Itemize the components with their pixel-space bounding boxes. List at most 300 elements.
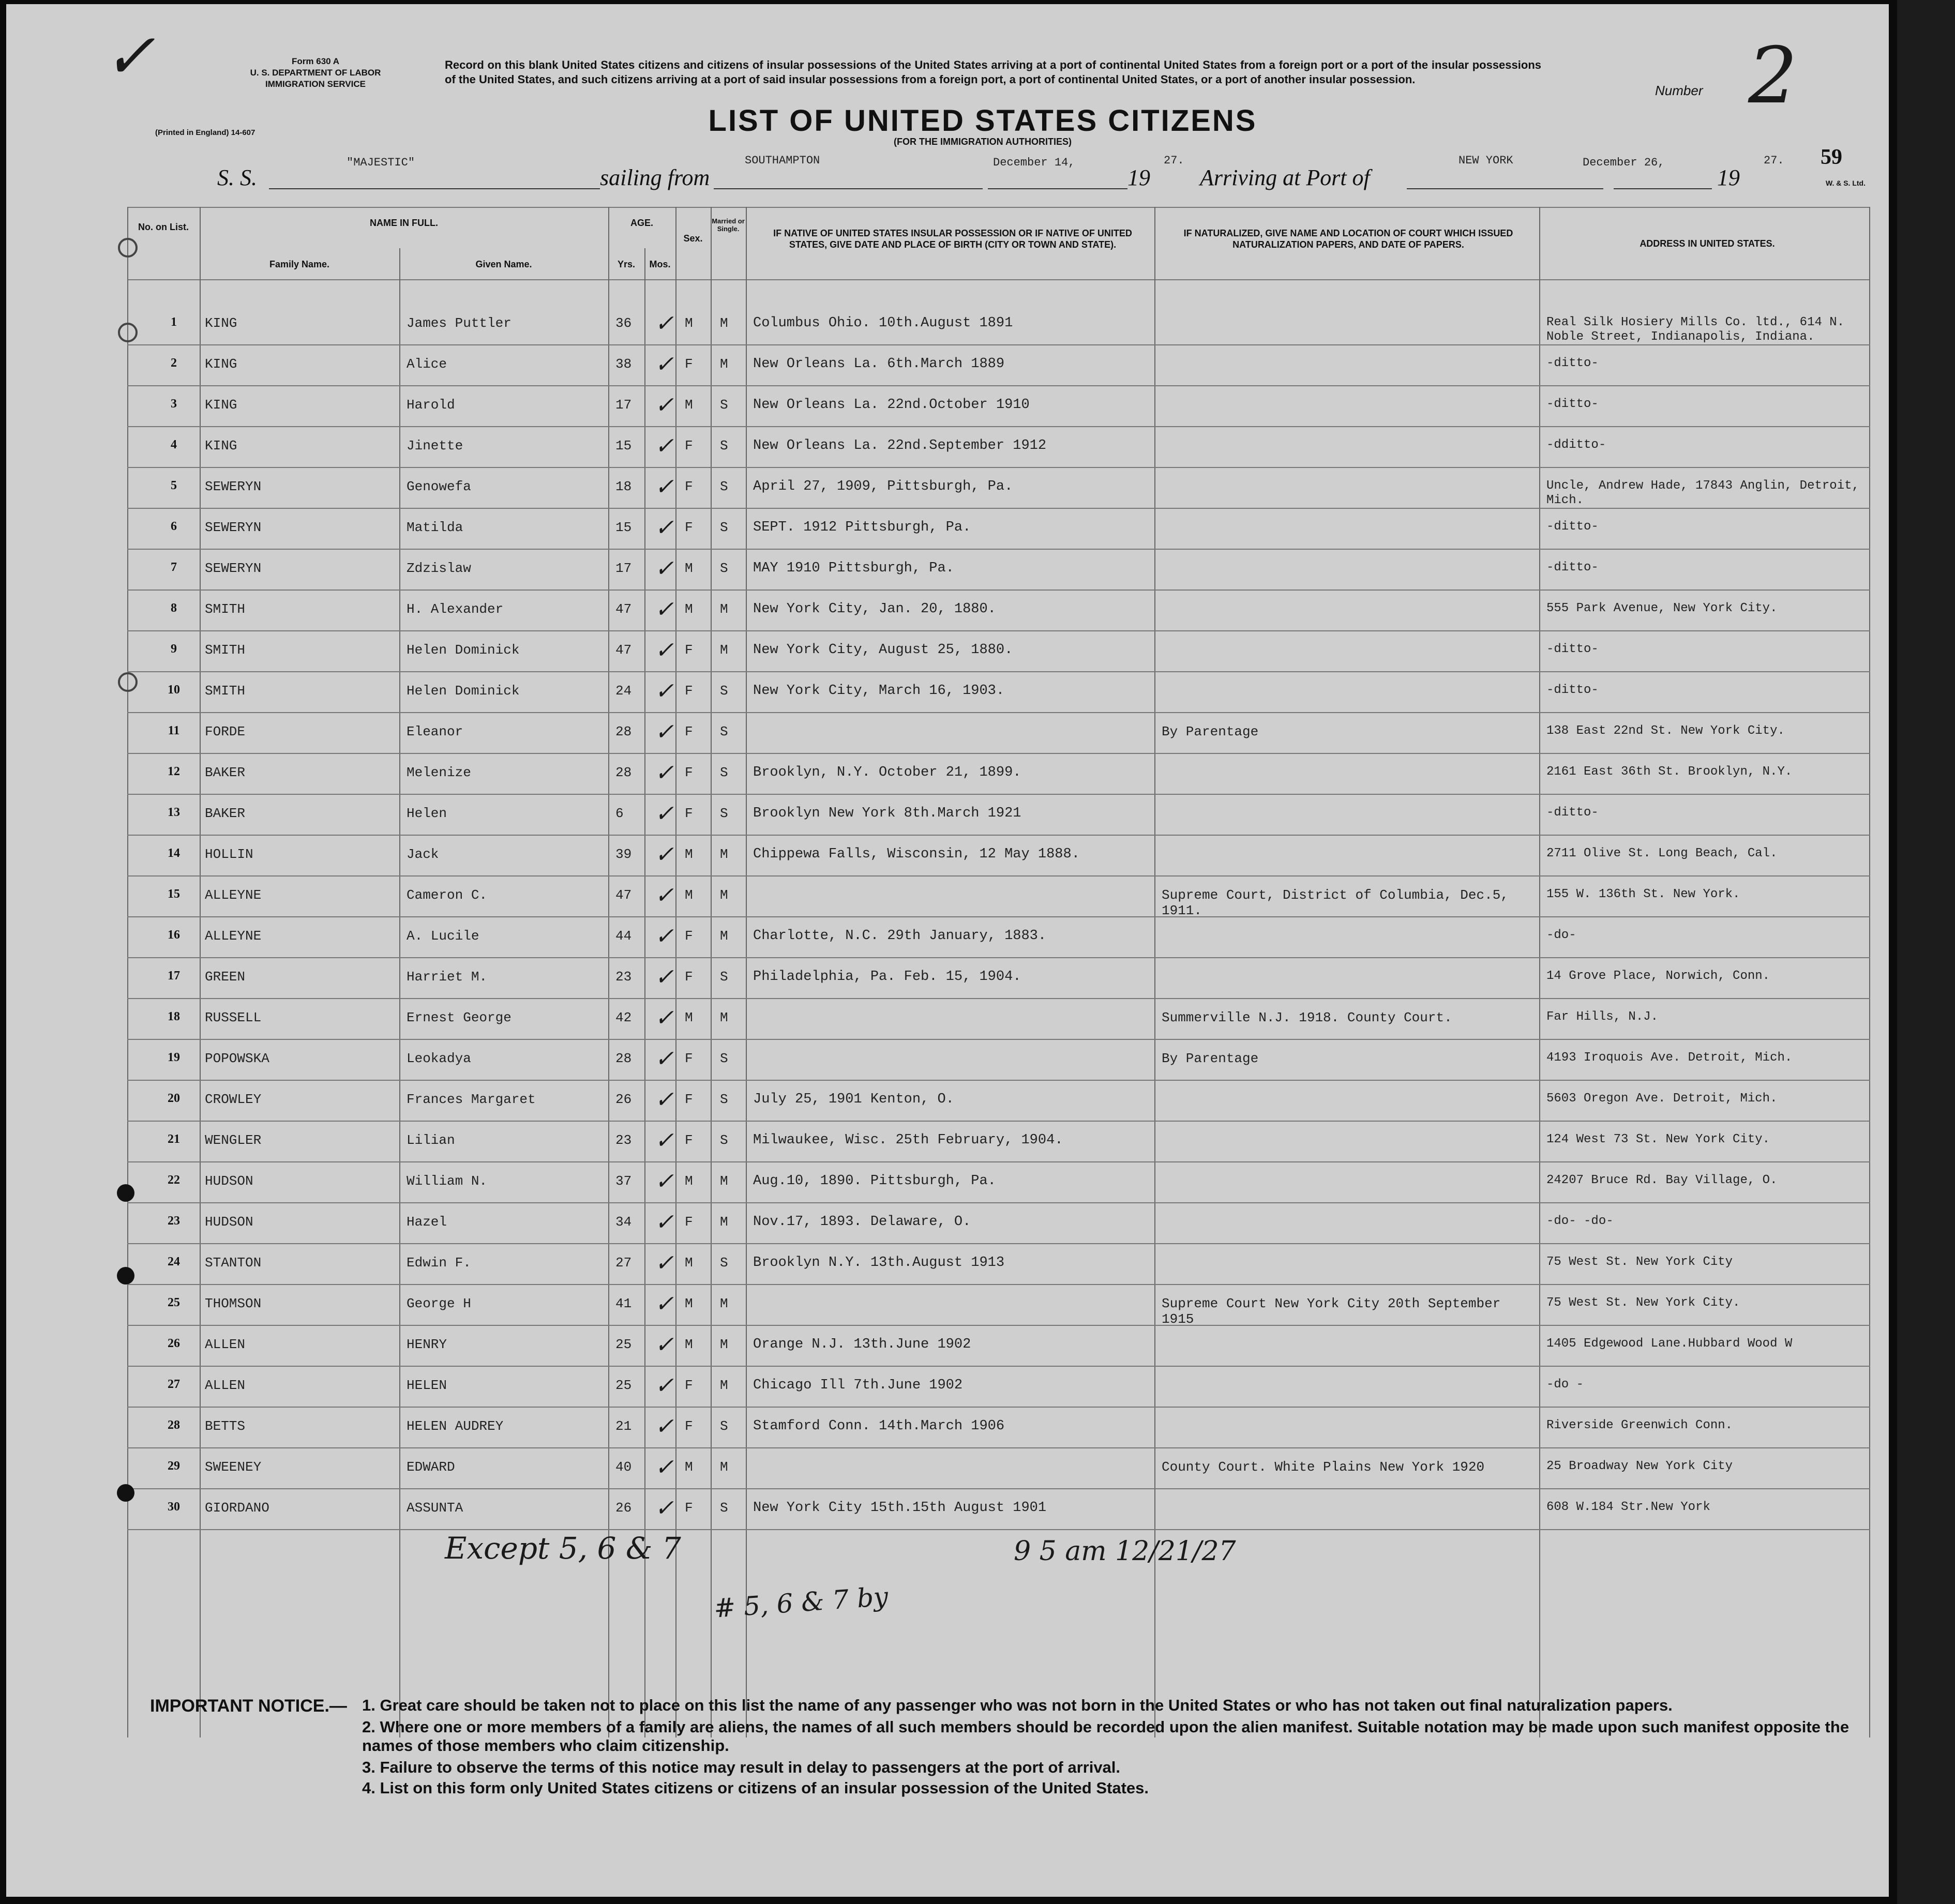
row-addr: 25 Broadway New York City (1546, 1459, 1733, 1473)
row-age: 44 (615, 928, 632, 944)
arrival-year: 27. (1764, 154, 1784, 167)
row-ms: M (720, 315, 728, 331)
row-birth: Orange N.J. 13th.June 1902 (753, 1337, 971, 1352)
row-addr: 555 Park Avenue, New York City. (1546, 601, 1778, 615)
row-birth: New York City, Jan. 20, 1880. (753, 601, 996, 617)
row-family: BAKER (205, 765, 246, 780)
row-sex: M (685, 1459, 693, 1475)
row-rule (127, 998, 1870, 999)
row-addr: 2161 East 36th St. Brooklyn, N.Y. (1546, 765, 1793, 779)
row-no: 21 (168, 1132, 180, 1146)
row-addr: -ditto- (1546, 806, 1599, 820)
row-age: 47 (615, 642, 632, 658)
col-rule (1869, 207, 1870, 1737)
col-rule (1539, 207, 1540, 1737)
row-nat: By Parentage (1162, 724, 1259, 739)
printed-note: (Printed in England) 14-607 (155, 128, 255, 137)
row-ms: M (720, 1378, 728, 1393)
row-sex: F (685, 520, 693, 535)
col-rule (644, 248, 645, 1737)
row-addr: 138 East 22nd St. New York City. (1546, 724, 1785, 738)
row-rule (127, 1161, 1870, 1162)
row-birth: Brooklyn New York 8th.March 1921 (753, 806, 1021, 821)
check-mark-icon: ✓ (655, 1332, 674, 1358)
row-age: 6 (615, 806, 624, 821)
row-sex: F (685, 1500, 693, 1516)
row-age: 21 (615, 1418, 632, 1434)
col-rule (746, 207, 747, 1737)
row-sex: M (685, 561, 693, 576)
col-rule (608, 207, 609, 1737)
row-age: 26 (615, 1500, 632, 1516)
form-header (207, 56, 424, 90)
row-sex: F (685, 765, 693, 780)
row-rule (127, 957, 1870, 958)
row-ms: S (720, 683, 728, 699)
row-no: 13 (168, 806, 180, 819)
row-birth: New York City 15th.15th August 1901 (753, 1500, 1047, 1516)
handwritten-time-note: 9 5 am 12/21/27 (1014, 1536, 1236, 1567)
form-service: IMMIGRATION SERVICE (265, 79, 366, 89)
check-mark-icon: ✓ (655, 1005, 674, 1031)
row-nat: Summerville N.J. 1918. County Court. (1162, 1010, 1452, 1025)
row-rule (127, 549, 1870, 550)
row-birth: Columbus Ohio. 10th.August 1891 (753, 315, 1013, 331)
row-family: GREEN (205, 969, 246, 985)
departure-date: December 14, (993, 156, 1075, 169)
row-family: KING (205, 315, 237, 331)
row-ms: M (720, 601, 728, 617)
notice-item-1: 1. Great care should be taken not to place on this list the name of any passenger who was not born in the United States or who has not taken out final naturalization papers. (362, 1696, 1673, 1714)
row-ms: M (720, 1337, 728, 1352)
row-ms: S (720, 1132, 728, 1148)
row-no: 10 (168, 683, 180, 697)
arrival-date: December 26, (1583, 156, 1665, 169)
row-rule (127, 794, 1870, 795)
row-ms: S (720, 520, 728, 535)
row-no: 18 (168, 1010, 180, 1023)
from-underline (714, 188, 983, 189)
row-no: 16 (168, 928, 180, 942)
row-rule (127, 1529, 1870, 1530)
row-rule (127, 1447, 1870, 1448)
row-addr: Far Hills, N.J. (1546, 1010, 1659, 1024)
row-birth: Brooklyn, N.Y. October 21, 1899. (753, 765, 1021, 780)
row-rule (127, 344, 1870, 345)
row-age: 47 (615, 601, 632, 617)
row-birth: Stamford Conn. 14th.March 1906 (753, 1418, 1005, 1434)
row-no: 30 (168, 1500, 180, 1514)
row-sex: M (685, 847, 693, 862)
row-no: 22 (168, 1173, 180, 1187)
notice-heading: IMPORTANT NOTICE.— (150, 1696, 347, 1716)
row-ms: S (720, 1255, 728, 1271)
header-mos: Mos. (649, 259, 671, 269)
handwritten-second-note: # 5, 6 & 7 by (713, 1581, 890, 1624)
header-yrs: Yrs. (617, 259, 636, 269)
row-birth: Chippewa Falls, Wisconsin, 12 May 1888. (753, 847, 1080, 862)
check-mark-icon: ✓ (655, 392, 674, 418)
row-age: 25 (615, 1337, 632, 1352)
row-birth: SEPT. 1912 Pittsburgh, Pa. (753, 520, 971, 535)
row-rule (127, 467, 1870, 468)
row-given: EDWARD (407, 1459, 455, 1475)
row-sex: F (685, 1132, 693, 1148)
row-sex: M (685, 397, 693, 413)
row-age: 26 (615, 1092, 632, 1107)
from-port: SOUTHAMPTON (745, 154, 820, 167)
row-ms: S (720, 1051, 728, 1066)
arriving-label: Arriving at Port of (1200, 165, 1370, 190)
row-age: 27 (615, 1255, 632, 1271)
row-family: SMITH (205, 683, 246, 699)
row-age: 47 (615, 887, 632, 903)
col-rule (1154, 207, 1155, 1737)
row-birth: New Orleans La. 22nd.October 1910 (753, 397, 1030, 413)
row-given: George H (407, 1296, 471, 1311)
row-sex: F (685, 1092, 693, 1107)
row-birth: July 25, 1901 Kenton, O. (753, 1092, 954, 1107)
row-sex: F (685, 479, 693, 494)
row-rule (127, 1121, 1870, 1122)
row-age: 40 (615, 1459, 632, 1475)
row-family: THOMSON (205, 1296, 262, 1311)
row-no: 9 (171, 642, 177, 656)
check-mark-icon: ✓ (655, 800, 674, 827)
row-sex: F (685, 683, 693, 699)
row-age: 25 (615, 1378, 632, 1393)
row-addr: 4193 Iroquois Ave. Detroit, Mich. (1546, 1051, 1793, 1065)
row-sex: F (685, 1051, 693, 1066)
row-family: SWEENEY (205, 1459, 262, 1475)
row-addr: 75 West St. New York City (1546, 1255, 1733, 1269)
row-given: William N. (407, 1173, 488, 1189)
row-given: HENRY (407, 1337, 447, 1352)
row-ms: S (720, 969, 728, 985)
row-family: FORDE (205, 724, 246, 739)
check-mark-icon: ✓ (655, 637, 674, 663)
row-addr: 124 West 73 St. New York City. (1546, 1132, 1770, 1146)
row-family: HUDSON (205, 1214, 253, 1230)
row-sex: M (685, 1296, 693, 1311)
row-nat: By Parentage (1162, 1051, 1259, 1066)
check-mark-icon: ✓ (655, 678, 674, 704)
row-ms: S (720, 806, 728, 821)
row-family: WENGLER (205, 1132, 262, 1148)
row-family: SMITH (205, 601, 246, 617)
header-birth: IF NATIVE OF UNITED STATES INSULAR POSSESSION OR IF NATIVE OF UNITED STATES, GIVE DATE AND PLACE OF BIRTH (CITY OR TOWN AND STATE). (773, 228, 1132, 250)
row-sex: M (685, 601, 693, 617)
row-age: 37 (615, 1173, 632, 1189)
row-family: KING (205, 356, 237, 372)
header-naturalized: IF NATURALIZED, GIVE NAME AND LOCATION OF COURT WHICH ISSUED NATURALIZATION PAPERS, AND DATE OF PAPERS. (1183, 228, 1513, 250)
row-no: 19 (168, 1051, 180, 1064)
row-age: 28 (615, 1051, 632, 1066)
row-age: 17 (615, 561, 632, 576)
binder-hole-icon (118, 672, 138, 692)
row-addr: -do - (1546, 1378, 1584, 1392)
row-given: Eleanor (407, 724, 463, 739)
row-given: HELEN AUDREY (407, 1418, 504, 1434)
row-no: 27 (168, 1378, 180, 1391)
check-mark-icon: ✓ (655, 1291, 674, 1317)
row-age: 15 (615, 520, 632, 535)
row-ms: S (720, 561, 728, 576)
row-ms: M (720, 1173, 728, 1189)
row-ms: M (720, 847, 728, 862)
row-addr: 1405 Edgewood Lane.Hubbard Wood W (1546, 1337, 1793, 1351)
row-ms: M (720, 1459, 728, 1475)
row-no: 14 (168, 847, 180, 860)
row-addr: Riverside Greenwich Conn. (1546, 1418, 1733, 1432)
table-header-rule (127, 279, 1870, 280)
row-age: 38 (615, 356, 632, 372)
row-family: KING (205, 397, 237, 413)
year-prefix: 19 (1127, 165, 1150, 190)
check-mark-icon: ✓ (655, 882, 674, 909)
row-rule (127, 508, 1870, 509)
row-rule (127, 875, 1870, 877)
header-sex: Sex. (683, 233, 703, 244)
row-given: Helen (407, 806, 447, 821)
row-addr: 5603 Oregon Ave. Detroit, Mich. (1546, 1092, 1778, 1106)
row-no: 15 (168, 887, 180, 901)
row-given: James Puttler (407, 315, 512, 331)
row-birth: Milwaukee, Wisc. 25th February, 1904. (753, 1132, 1063, 1148)
row-given: Edwin F. (407, 1255, 471, 1271)
row-given: Alice (407, 356, 447, 372)
row-sex: M (685, 1255, 693, 1271)
binder-hole-icon (117, 1184, 134, 1202)
row-nat: County Court. White Plains New York 1920 (1162, 1459, 1485, 1475)
row-addr: -ditto- (1546, 520, 1599, 534)
check-mark-icon: ✓ (655, 1413, 674, 1440)
row-rule (127, 671, 1870, 672)
row-family: BETTS (205, 1418, 246, 1434)
arrival-year-prefix: 19 (1717, 165, 1740, 190)
row-no: 4 (171, 438, 177, 451)
page-mark: 59 (1821, 145, 1842, 169)
row-nat: Supreme Court, District of Columbia, Dec.5, 1911. (1162, 887, 1509, 918)
row-ms: S (720, 438, 728, 454)
check-mark-icon: ✓ (655, 433, 674, 459)
row-rule (127, 385, 1870, 386)
row-family: HUDSON (205, 1173, 253, 1189)
row-family: KING (205, 438, 237, 454)
row-no: 24 (168, 1255, 180, 1268)
check-mark-icon: ✓ (655, 719, 674, 745)
row-family: ALLEYNE (205, 928, 262, 944)
check-mark-icon: ✓ (655, 964, 674, 990)
header-age: AGE. (630, 218, 653, 228)
row-age: 23 (615, 1132, 632, 1148)
col-rule (127, 207, 128, 1737)
table-border (127, 207, 1870, 208)
check-mark-icon: ✓ (655, 1372, 674, 1399)
row-given: Leokadya (407, 1051, 471, 1066)
row-family: SEWERYN (205, 479, 262, 494)
row-sex: F (685, 438, 693, 454)
row-given: ASSUNTA (407, 1500, 463, 1516)
check-mark-icon: ✓ (655, 515, 674, 541)
ship-underline (269, 188, 600, 189)
row-sex: F (685, 1214, 693, 1230)
row-rule (127, 426, 1870, 427)
notice-item-2: 2. Where one or more members of a family are aliens, the names of all such members should be recorded upon the alien manifest. Suitable notation may be made upon such manifest opposite the names of those members who claim citizenship. (362, 1718, 1849, 1755)
row-rule (127, 1284, 1870, 1285)
row-sex: F (685, 1378, 693, 1393)
row-family: SEWERYN (205, 561, 262, 576)
row-no: 8 (171, 601, 177, 615)
row-ms: M (720, 356, 728, 372)
row-age: 41 (615, 1296, 632, 1311)
check-mark-icon: ✓ (655, 1127, 674, 1154)
binder-hole-icon (118, 323, 138, 342)
row-age: 17 (615, 397, 632, 413)
binder-hole-icon (117, 1267, 134, 1285)
row-birth: Chicago Ill 7th.June 1902 (753, 1378, 963, 1393)
row-addr: 608 W.184 Str.New York (1546, 1500, 1710, 1514)
row-birth: New York City, March 16, 1903. (753, 683, 1005, 699)
header-given: Given Name. (475, 259, 532, 269)
row-age: 24 (615, 683, 632, 699)
row-family: SMITH (205, 642, 246, 658)
check-mark-icon: ✓ (655, 555, 674, 582)
row-given: Matilda (407, 520, 463, 535)
row-no: 2 (171, 356, 177, 370)
row-rule (127, 1243, 1870, 1244)
row-rule (127, 916, 1870, 917)
row-addr: -do- -do- (1546, 1214, 1614, 1228)
check-mark-icon: ✓ (655, 760, 674, 786)
row-rule (127, 1080, 1870, 1081)
row-nat: Supreme Court New York City 20th September 1915 (1162, 1296, 1501, 1327)
row-rule (127, 1407, 1870, 1408)
row-sex: F (685, 806, 693, 821)
row-sex: F (685, 969, 693, 985)
record-instructions: Record on this blank United States citizens and citizens of insular possessions of the United States arriving at a port of continental United States from a foreign port or a port of the insular possessions of the United States, and such citizens arriving at a port of said insular possessions from a foreign port, a port of continental United States, or a port of another insular possession. (445, 58, 1541, 86)
row-ms: S (720, 1500, 728, 1516)
row-family: ALLEN (205, 1378, 246, 1393)
check-mark-icon: ✓ (655, 1454, 674, 1480)
row-rule (127, 590, 1870, 591)
sailing-label: sailing from (600, 165, 710, 190)
row-rule (127, 712, 1870, 713)
row-sex: M (685, 315, 693, 331)
row-given: Lilian (407, 1132, 455, 1148)
port-underline (1407, 188, 1603, 189)
header-address: ADDRESS IN UNITED STATES. (1640, 238, 1775, 249)
row-birth: New Orleans La. 22nd.September 1912 (753, 438, 1047, 454)
row-sex: F (685, 1418, 693, 1434)
row-addr: 2711 Olive St. Long Beach, Cal. (1546, 847, 1778, 860)
check-mark-icon: ✓ (655, 1046, 674, 1072)
row-birth: Philadelphia, Pa. Feb. 15, 1904. (753, 969, 1021, 985)
row-age: 28 (615, 724, 632, 739)
row-age: 15 (615, 438, 632, 454)
row-birth: New Orleans La. 6th.March 1889 (753, 356, 1005, 372)
row-addr: -dditto- (1546, 438, 1606, 452)
row-birth: MAY 1910 Pittsburgh, Pa. (753, 561, 954, 576)
row-ms: S (720, 724, 728, 739)
row-sex: M (685, 1337, 693, 1352)
check-mark-icon: ✓ (655, 310, 674, 337)
row-addr: -ditto- (1546, 561, 1599, 575)
row-age: 34 (615, 1214, 632, 1230)
row-addr: -do- (1546, 928, 1576, 942)
row-addr: -ditto- (1546, 683, 1599, 697)
row-no: 29 (168, 1459, 180, 1473)
row-age: 28 (615, 765, 632, 780)
check-mark-icon: ✓ (655, 1495, 674, 1521)
row-ms: M (720, 887, 728, 903)
row-sex: M (685, 1010, 693, 1025)
check-mark-icon: ✓ (655, 1250, 674, 1276)
row-sex: F (685, 724, 693, 739)
row-family: GIORDANO (205, 1500, 269, 1516)
row-birth: Charlotte, N.C. 29th January, 1883. (753, 928, 1047, 944)
row-birth: New York City, August 25, 1880. (753, 642, 1013, 658)
row-ms: S (720, 479, 728, 494)
row-rule (127, 753, 1870, 754)
header-name: NAME IN FULL. (370, 218, 438, 228)
date-underline (988, 188, 1127, 189)
form-department: U. S. DEPARTMENT OF LABOR (250, 68, 381, 78)
header-no: No. on List. (138, 222, 189, 232)
row-addr: -ditto- (1546, 356, 1599, 370)
row-no: 5 (171, 479, 177, 492)
arrival-port: NEW YORK (1458, 154, 1513, 167)
check-mark-icon: ✓ (655, 1168, 674, 1195)
row-birth: Nov.17, 1893. Delaware, O. (753, 1214, 971, 1230)
row-given: H. Alexander (407, 601, 504, 617)
row-addr: 75 West St. New York City. (1546, 1296, 1740, 1310)
col-rule (675, 207, 676, 1737)
row-ms: S (720, 1092, 728, 1107)
row-no: 25 (168, 1296, 180, 1309)
check-mark-icon: ✓ (655, 923, 674, 949)
ship-name: "MAJESTIC" (347, 156, 415, 169)
row-no: 12 (168, 765, 180, 778)
row-rule (127, 1202, 1870, 1203)
row-no: 17 (168, 969, 180, 983)
row-ms: S (720, 397, 728, 413)
row-no: 6 (171, 520, 177, 533)
row-ms: M (720, 1214, 728, 1230)
row-family: POPOWSKA (205, 1051, 269, 1066)
row-ms: S (720, 765, 728, 780)
row-no: 7 (171, 561, 177, 574)
row-no: 20 (168, 1092, 180, 1105)
row-ms: M (720, 1296, 728, 1311)
col-rule (711, 207, 712, 1737)
row-family: STANTON (205, 1255, 262, 1271)
ss-label: S. S. (217, 165, 257, 190)
page-title: LIST OF UNITED STATES CITIZENS (708, 104, 1257, 138)
row-no: 1 (171, 315, 177, 329)
row-age: 42 (615, 1010, 632, 1025)
row-addr: 24207 Bruce Rd. Bay Village, O. (1546, 1173, 1778, 1187)
binder-hole-icon (118, 238, 138, 258)
row-addr: -ditto- (1546, 642, 1599, 656)
row-given: Genowefa (407, 479, 471, 494)
number-label: Number (1655, 83, 1703, 98)
row-given: Melenize (407, 765, 471, 780)
row-ms: M (720, 928, 728, 944)
header-family: Family Name. (269, 259, 330, 269)
header-married: Married or Single. (712, 217, 745, 233)
row-given: Zdzislaw (407, 561, 471, 576)
